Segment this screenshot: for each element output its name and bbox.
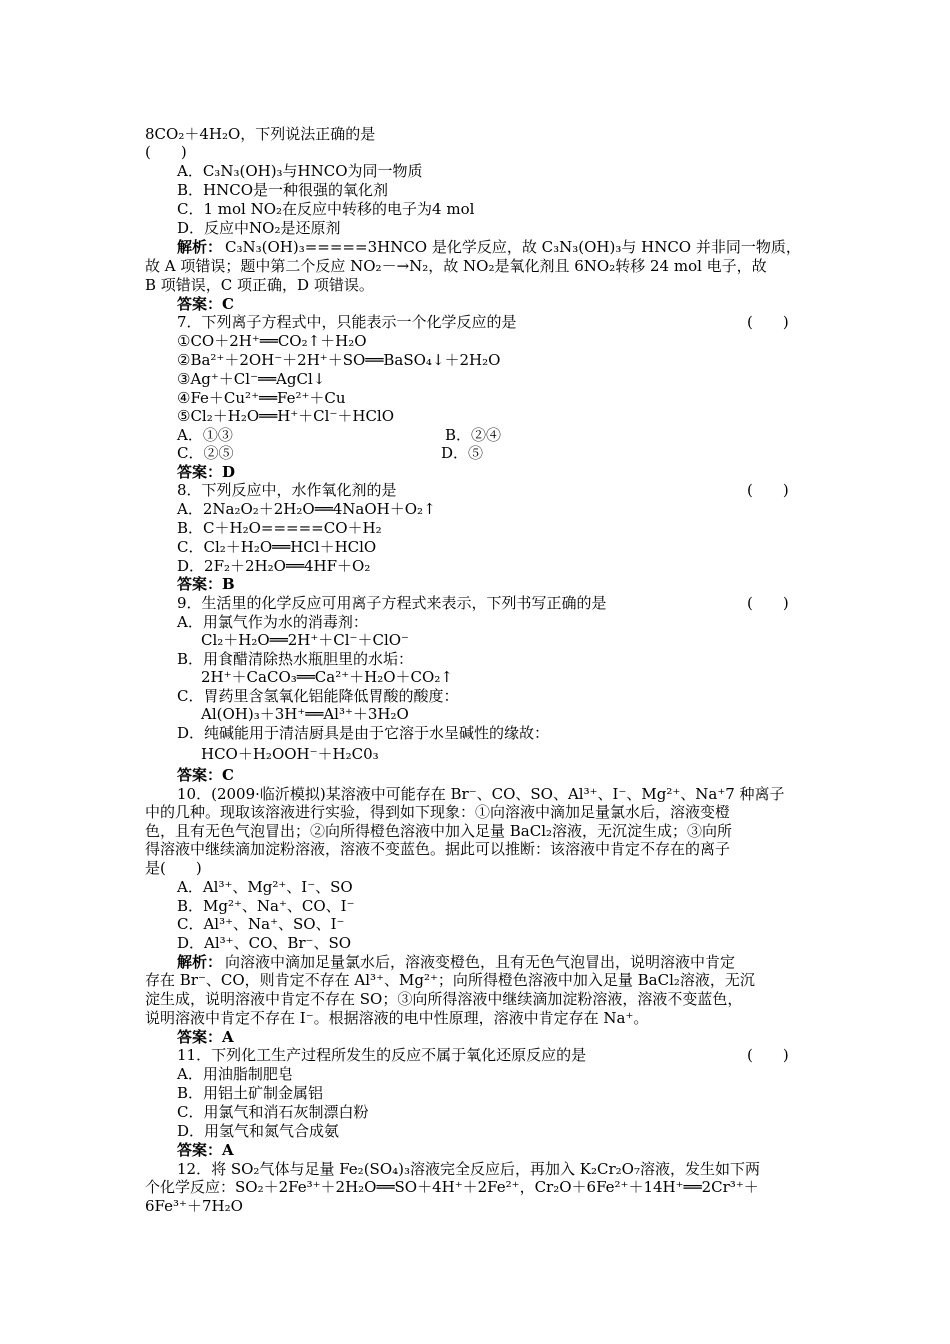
q9-option-d: D．纯碱能用于清洁厨具是由于它溶于水呈碱性的缘故：	[177, 724, 550, 742]
q10-stem: 得溶液中继续滴加淀粉溶液，溶液不变蓝色。据此可以推断：该溶液中肯定不存在的离子	[145, 840, 731, 858]
q8-option-a: A．2Na₂O₂＋2H₂O══4NaOH＋O₂↑	[177, 500, 436, 518]
q6-option-b: B．HNCO是一种很强的氧化剂	[177, 181, 389, 199]
q7-stem: 7．下列离子方程式中，只能表示一个化学反应的是	[177, 313, 517, 331]
q8-option-c: C．Cl₂＋H₂O══HCl＋HClO	[177, 538, 377, 556]
q9-answer-paren: ( )	[747, 594, 789, 612]
q8-option-b: B．C＋H₂O=====CO＋H₂	[177, 519, 382, 537]
q10-analysis-label: 解析：	[177, 953, 223, 971]
q7-option-c: C．②⑤	[177, 444, 234, 462]
q10-analysis-line: 向溶液中滴加足量氯水后，溶液变橙色，且有无色气泡冒出，说明溶液中肯定	[225, 953, 736, 971]
q8-option-d: D．2F₂＋2H₂O══4HF＋O₂	[177, 557, 371, 575]
q11-option-d: D．用氢气和氮气合成氨	[177, 1122, 340, 1140]
q9-equation-a: Cl₂＋H₂O══2H⁺＋Cl⁻＋ClO⁻	[201, 631, 409, 649]
q9-equation-b: 2H⁺＋CaCO₃══Ca²⁺＋H₂O＋CO₂↑	[201, 668, 453, 686]
q7-item: ③Ag⁺＋Cl⁻══AgCl↓	[177, 370, 326, 388]
q7-item: ②Ba²⁺＋2OH⁻＋2H⁺＋SO══BaSO₄↓＋2H₂O	[177, 351, 501, 369]
q6-analysis-line: 故 A 项错误；题中第二个反应 NO₂－→N₂，故 NO₂是氧化剂且 6NO₂转移 24 mol 电子，故	[145, 257, 767, 275]
q6-answer: 答案：C	[177, 295, 234, 313]
q7-answer-paren: ( )	[747, 313, 789, 331]
q9-equation-c: Al(OH)₃＋3H⁺══Al³⁺＋3H₂O	[201, 705, 409, 723]
q9-option-b: B．用食醋清除热水瓶胆里的水垢：	[177, 650, 414, 668]
q10-stem: 色，且有无色气泡冒出；②向所得橙色溶液中加入足量 BaCl₂溶液，无沉淀生成；③向所	[145, 822, 733, 840]
q8-stem: 8．下列反应中，水作氧化剂的是	[177, 481, 397, 499]
q6-option-a: A．C₃N₃(OH)₃与HNCO为同一物质	[177, 162, 423, 180]
q9-option-c: C．胃药里含氢氧化铝能降低胃酸的酸度：	[177, 687, 459, 705]
q11-answer: 答案：A	[177, 1141, 234, 1159]
q7-answer: 答案：D	[177, 463, 236, 481]
q9-stem: 9．生活里的化学反应可用离子方程式来表示，下列书写正确的是	[177, 594, 607, 612]
q9-answer: 答案：C	[177, 766, 234, 784]
q6-option-c: C．1 mol NO₂在反应中转移的电子为4 mol	[177, 200, 475, 218]
q10-option-d: D．Al³⁺、CO、Br⁻、SO	[177, 934, 352, 952]
q6-stem-tail: 8CO₂＋4H₂O，下列说法正确的是	[145, 125, 376, 143]
q7-item: ④Fe＋Cu²⁺══Fe²⁺＋Cu	[177, 389, 346, 407]
q10-analysis-line: 说明溶液中肯定不存在 I⁻。根据溶液的电中性原理，溶液中肯定存在 Na⁺。	[145, 1009, 649, 1027]
q9-equation-d: HCO＋H₂OOH⁻＋H₂C0₃	[201, 745, 379, 763]
q10-option-b: B．Mg²⁺、Na⁺、CO、I⁻	[177, 897, 355, 915]
q10-answer: 答案：A	[177, 1028, 234, 1046]
q7-option-d: D．⑤	[441, 444, 484, 462]
q10-stem: 是( )	[145, 859, 202, 877]
q10-analysis-line: 存在 Br⁻、CO，则肯定不存在 Al³⁺、Mg²⁺；向所得橙色溶液中加入足量 BaCl₂溶液，无沉	[145, 971, 755, 989]
q6-analysis-line: C₃N₃(OH)₃=====3HNCO 是化学反应，故 C₃N₃(OH)₃与 HNCO 并非同一物质，	[225, 238, 801, 256]
q10-stem: 中的几种。现取该溶液进行实验，得到如下现象：①向溶液中滴加足量氯水后，溶液变橙	[145, 803, 731, 821]
q11-answer-paren: ( )	[747, 1046, 789, 1064]
q10-option-a: A．Al³⁺、Mg²⁺、I⁻、SO	[177, 878, 353, 896]
q7-item: ⑤Cl₂＋H₂O══H⁺＋Cl⁻＋HClO	[177, 407, 395, 425]
q6-analysis-label: 解析：	[177, 238, 223, 256]
q11-option-a: A．用油脂制肥皂	[177, 1065, 293, 1083]
q7-item: ①CO＋2H⁺══CO₂↑＋H₂O	[177, 332, 367, 350]
q8-answer-paren: ( )	[747, 481, 789, 499]
q10-option-c: C．Al³⁺、Na⁺、SO、I⁻	[177, 915, 345, 933]
q9-option-a: A．用氯气作为水的消毒剂：	[177, 613, 368, 631]
q6-option-d: D．反应中NO₂是还原剂	[177, 219, 341, 237]
q7-option-a: A．①③	[177, 426, 233, 444]
q6-analysis-line: B 项错误，C 项正确，D 项错误。	[145, 276, 374, 294]
q11-stem: 11．下列化工生产过程所发生的反应不属于氧化还原反应的是	[177, 1046, 587, 1064]
q8-answer: 答案：B	[177, 575, 235, 593]
q12-stem: 6Fe³⁺＋7H₂O	[145, 1197, 243, 1215]
q10-analysis-line: 淀生成，说明溶液中肯定不存在 SO；③向所得溶液中继续滴加淀粉溶液，溶液不变蓝色，	[145, 990, 743, 1008]
q11-option-c: C．用氯气和消石灰制漂白粉	[177, 1103, 369, 1121]
q10-stem: 10．(2009·临沂模拟)某溶液中可能存在 Br⁻、CO、SO、Al³⁺、I⁻、Mg²⁺、Na⁺7 种离子	[177, 785, 785, 803]
q11-option-b: B．用铝土矿制金属铝	[177, 1084, 324, 1102]
q12-stem: 12．将 SO₂气体与足量 Fe₂(SO₄)₃溶液完全反应后，再加入 K₂Cr₂O₇溶液，发生如下两	[177, 1160, 760, 1178]
q6-answer-paren: ( )	[145, 143, 187, 161]
q12-stem: 个化学反应：SO₂＋2Fe³⁺＋2H₂O══SO＋4H⁺＋2Fe²⁺，Cr₂O＋6Fe²⁺＋14H⁺══2Cr³⁺＋	[145, 1178, 759, 1196]
q7-option-b: B．②④	[445, 426, 502, 444]
